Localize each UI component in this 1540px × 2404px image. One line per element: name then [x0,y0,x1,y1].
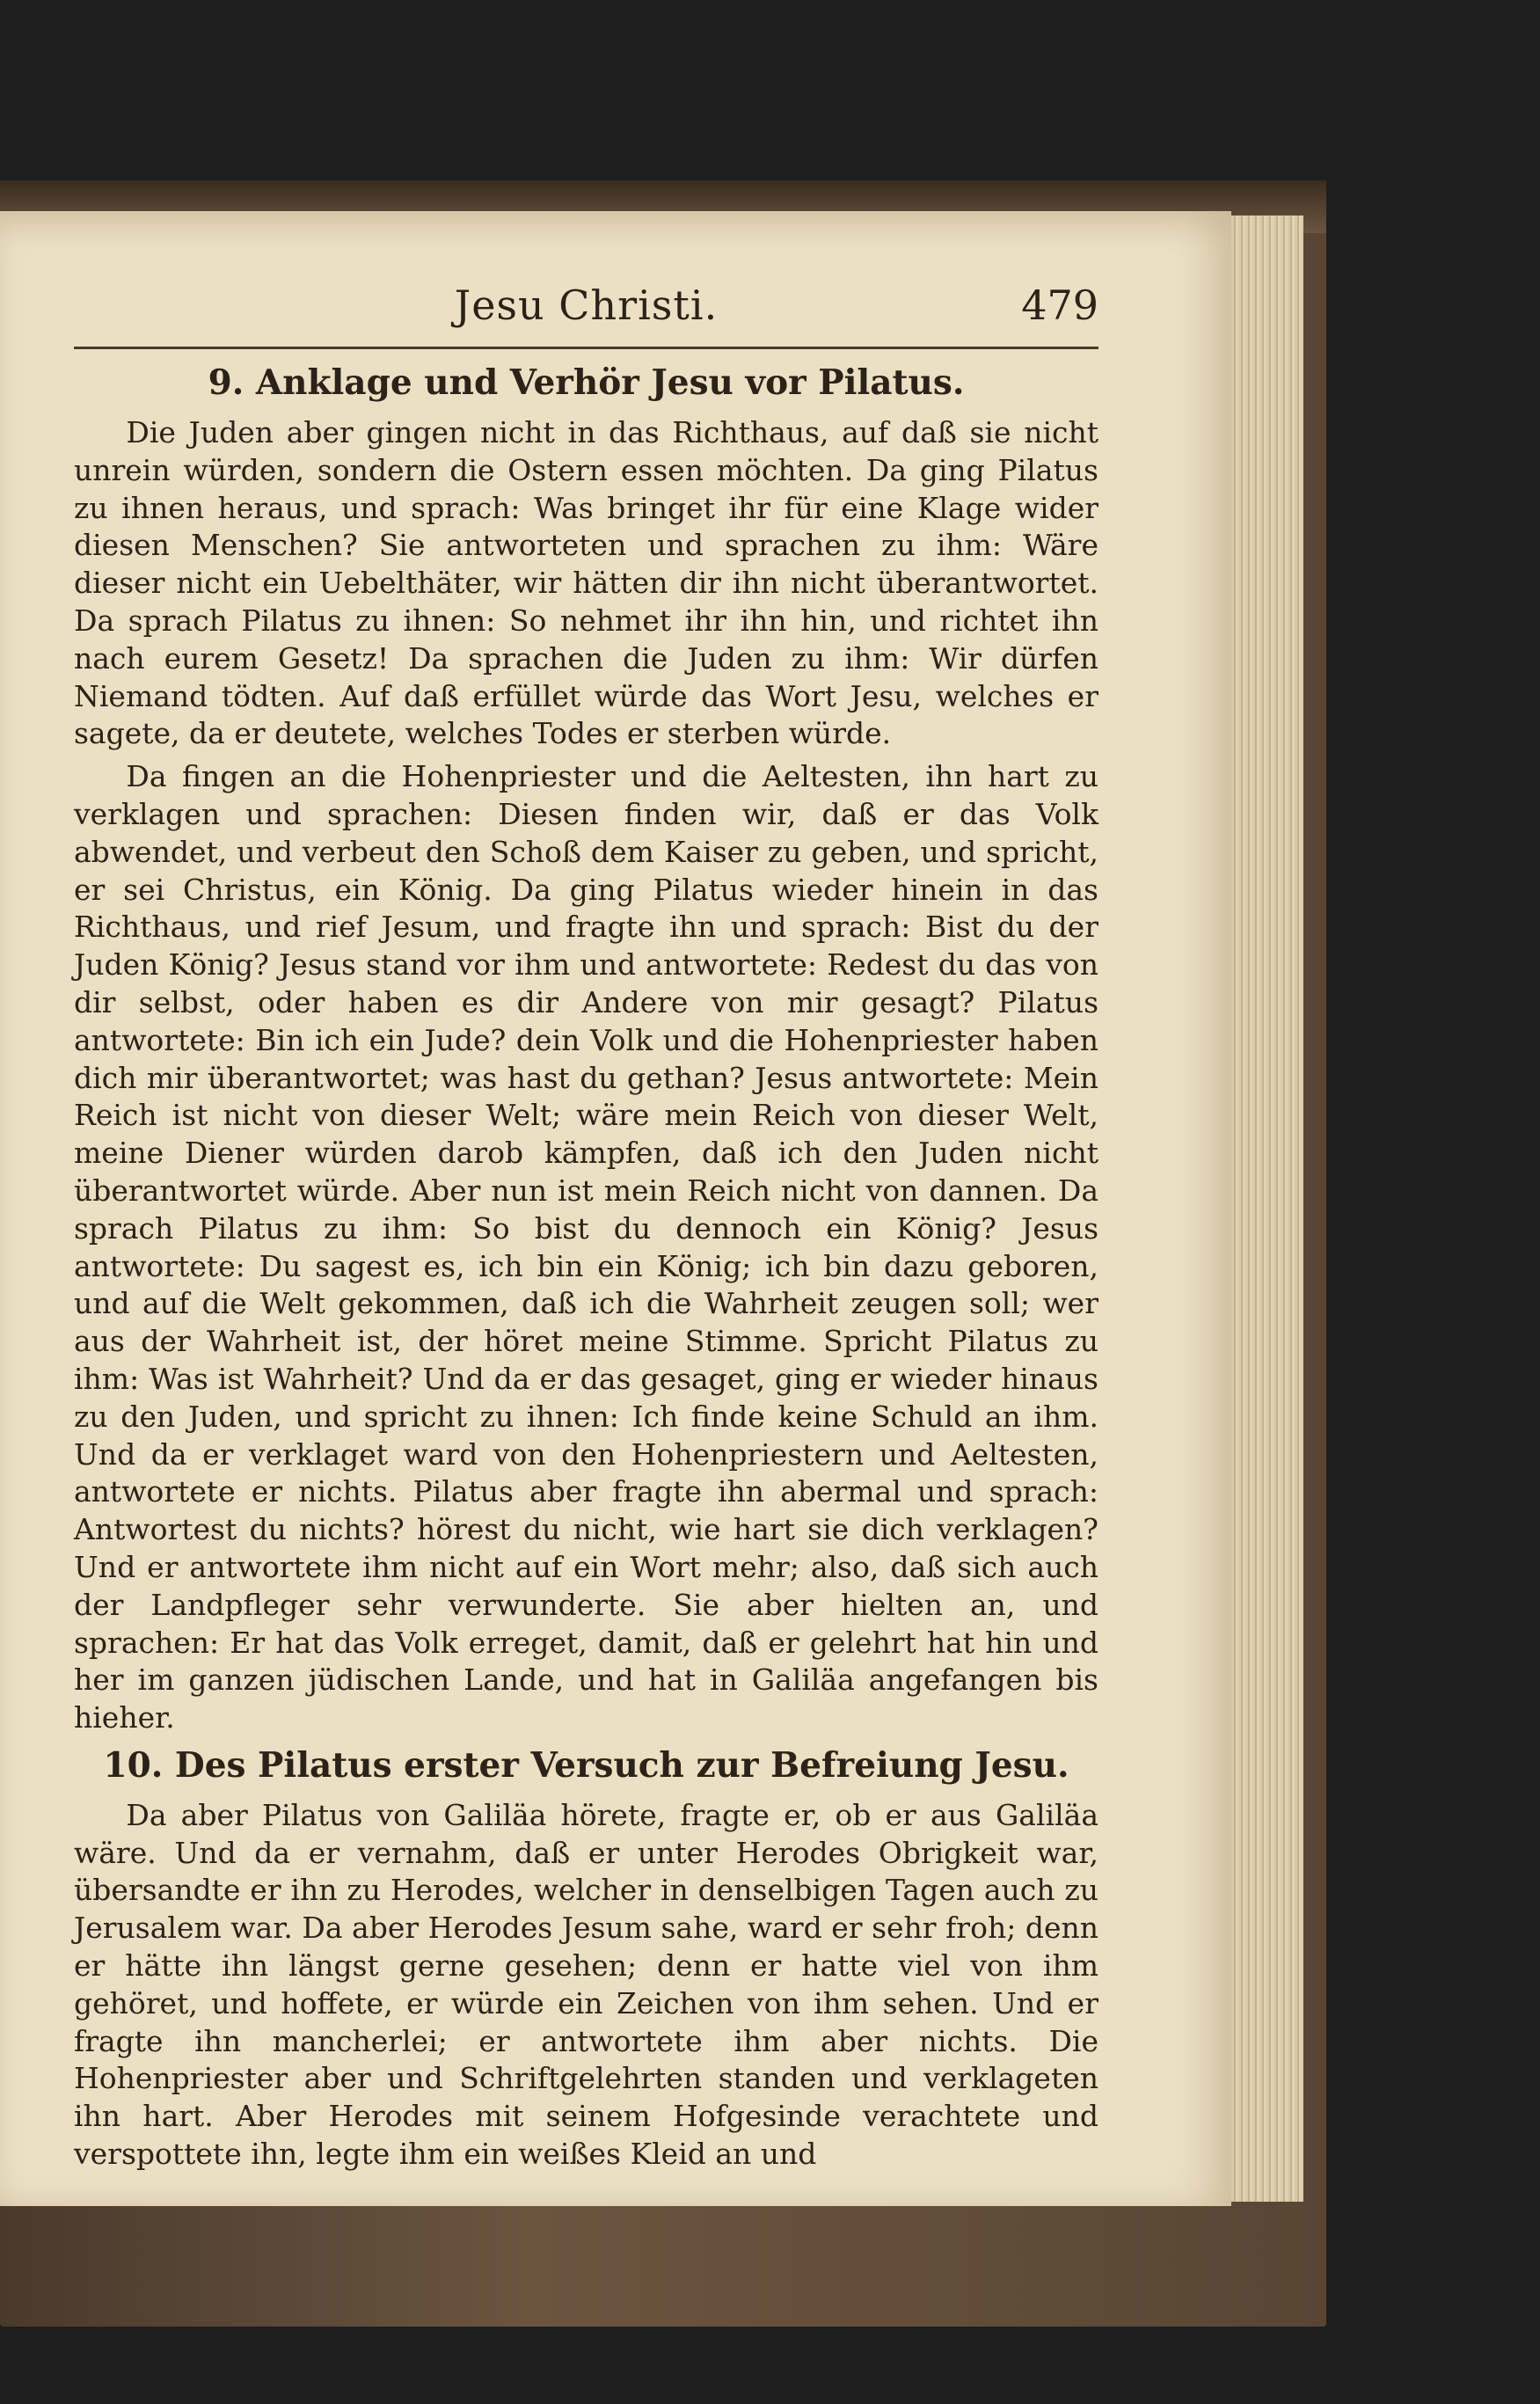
paragraph: Da fingen an die Hohenpriester und die Aeltesten, ihn hart zu verklagen und sprachen: Diesen finden wir, daß er das Volk abwendet, und verbeut den Schoß dem Kaiser zu geben, und spricht, er sei Christus, ein König. Da ging Pilatus wieder hinein in das Richthaus, und rief Jesum, und fragte ihn und sprach: Bist du der Juden König? Jesus stand vor ihm und antwortete: Redest du das von dir selbst, oder haben es dir Andere von mir gesagt? Pilatus antwortete: Bin ich ein Jude? dein Volk und die Hohenpriester haben dich mir überantwortet; was hast du gethan? Jesus antwortete: Mein Reich ist nicht von dieser Welt; wäre mein Reich von dieser Welt, meine Diener würden darob kämpfen, daß ich den Juden nicht überantwortet würde. Aber nun ist mein Reich nicht von dannen. Da sprach Pilatus zu ihm: So bist du dennoch ein König? Jesus antwortete: Du sagest es, ich bin ein König; ich bin dazu geboren, und auf die Welt gekommen, daß ich die Wahrheit zeugen soll; wer aus der Wahrheit ist, der höret meine Stimme. Spricht Pilatus zu ihm: Was ist Wahrheit? Und da er das gesaget, ging er wieder hinaus zu den Juden, und spricht zu ihnen: Ich finde keine Schuld an ihm. Und da er verklaget ward von den Hohenpriestern und Aeltesten, antwortete er nichts. Pilatus aber fragte ihn abermal und sprach: Antwortest du nichts? hörest du nicht, wie hart sie dich verklagen? Und er antwortete ihm nicht auf ein Wort mehr; also, daß sich auch der Landpfleger sehr verwunderte. Sie aber hielten an, und sprachen: Er hat das Volk erreget, damit, daß er gelehrt hat hin und her im ganzen jüdischen Lande, und hat in Galiläa angefangen bis hieher. [74,759,1098,1735]
section-heading: 9. Anklage und Verhör Jesu vor Pilatus. [208,362,965,403]
paragraph: Die Juden aber gingen nicht in das Richthaus, auf daß sie nicht unrein würden, sondern die Ostern essen möchten. Da ging Pilatus zu ihnen heraus, und sprach: Was bringet ihr für eine Klage wider diesen Menschen? Sie antworteten und sprachen zu ihm: Wäre dieser nicht ein Uebelthäter, wir hätten dir ihn nicht überantwortet. Da sprach Pilatus zu ihnen: So nehmet ihr ihn hin, und richtet ihn nach eurem Gesetz! Da sprachen die Juden zu ihm: Wir dürfen Niemand tödten. Auf daß erfüllet würde das Wort Jesu, welches er sagete, da er deutete, welches Todes er sterben würde. [74,415,1098,751]
page-header [74,273,1098,347]
page-number: 479 [1021,281,1098,329]
text-block [74,273,1098,2179]
page-stack-edge [1224,216,1303,2202]
running-head: Jesu Christi. [454,281,719,329]
paragraph: Da aber Pilatus von Galiläa hörete, fragte er, ob er aus Galiläa wäre. Und da er vernahm, daß er unter Herodes Obrigkeit war, übersandte er ihn zu Herodes, welcher in denselbigen Tagen auch zu Jerusalem war. Da aber Herodes Jesum sahe, ward er sehr froh; denn er hätte ihn längst gerne gesehen; denn er hatte viel von ihm gehöret, und hoffete, er würde ein Zeichen von ihm sehen. Und er fragte ihn mancherlei; er antwortete ihm aber nichts. Die Hohenpriester aber und Schriftgelehrten standen und verklageten ihn hart. Aber Herodes mit seinem Hofgesinde verachtete und verspottete ihn, legte ihm ein weißes Kleid an und [74,1797,1098,2172]
header-rule [74,347,1098,349]
section-heading: 10. Des Pilatus erster Versuch zur Befreiung Jesu. [103,1744,1069,1786]
